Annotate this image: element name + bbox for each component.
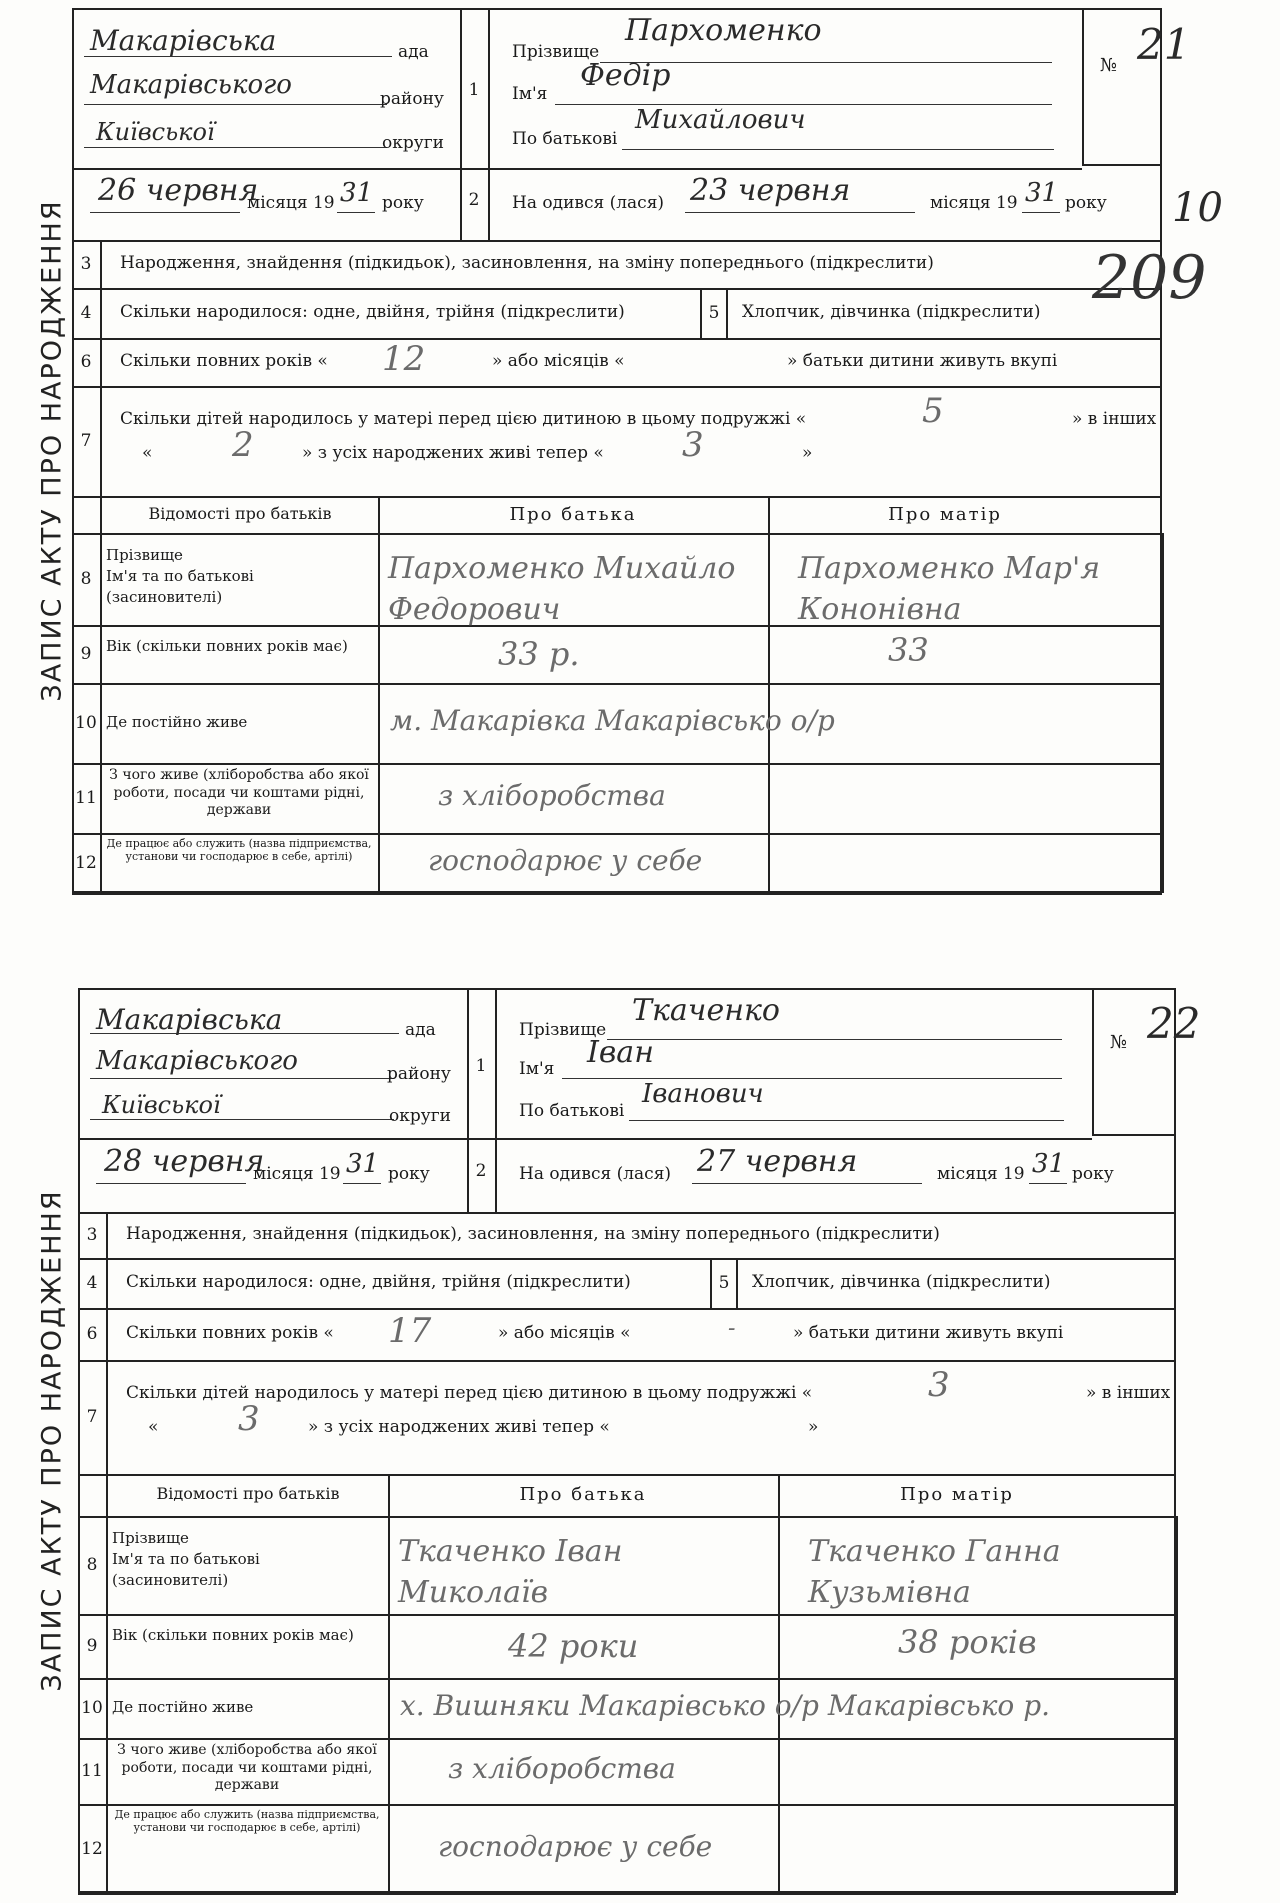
workplace-value: господарює у себе bbox=[428, 844, 703, 877]
patronymic-value: Михайлович bbox=[635, 105, 806, 136]
form-label: » з усіх народжених живі тепер « bbox=[308, 1417, 610, 1437]
form-label: року bbox=[382, 193, 424, 213]
form-label: Хлопчик, дівчинка (підкреслити) bbox=[742, 302, 1041, 322]
big-mark: 209 bbox=[1092, 243, 1207, 313]
rule-line bbox=[1176, 1516, 1178, 1893]
rule-line bbox=[78, 1516, 1176, 1518]
rule-line bbox=[90, 212, 240, 213]
livelihood-value: з хліборобства bbox=[448, 1752, 676, 1785]
father-name-value: Пархоменко Михайло Федорович bbox=[388, 551, 736, 627]
form-label: 10 bbox=[81, 1698, 103, 1718]
form-label: 6 bbox=[86, 1324, 98, 1344]
form-label: року bbox=[388, 1164, 430, 1184]
reg-year-value: 31 bbox=[346, 1149, 380, 1179]
residence-value: м. Макарівка Макарівсько о/р bbox=[390, 704, 835, 737]
form-label: 8 bbox=[86, 1555, 98, 1575]
form-label: 3 bbox=[80, 254, 92, 274]
form-label: На одився (лася) bbox=[519, 1164, 672, 1184]
workplace-value: господарює у себе bbox=[438, 1829, 713, 1863]
record-number: 21 bbox=[1137, 20, 1191, 69]
years-together-value: 17 bbox=[388, 1311, 432, 1351]
birth-date-value: 23 червня bbox=[690, 173, 851, 208]
form-label: 11 bbox=[75, 788, 97, 808]
form-label: 4 bbox=[86, 1273, 98, 1293]
form-label: Де постійно живе bbox=[112, 1698, 254, 1716]
rule-line bbox=[72, 496, 1162, 498]
form-label: 12 bbox=[75, 853, 97, 873]
form-label: 2 bbox=[468, 190, 480, 210]
surname-value: Пархоменко bbox=[625, 13, 822, 48]
rule-line bbox=[78, 1308, 1176, 1310]
father-age-value: 42 роки bbox=[508, 1627, 639, 1665]
rule-line bbox=[72, 533, 1162, 535]
children-this-value: 5 bbox=[922, 391, 944, 431]
form-label: З чого живе (хліборобства або якої роботи, посади чи коштами рідні, держави bbox=[109, 767, 369, 818]
rule-line bbox=[1092, 988, 1094, 1134]
rule-line bbox=[72, 338, 1162, 340]
form-label: » або місяців « bbox=[492, 351, 625, 371]
form-label: Де працює або служить (назва підприємства, установи чи господарює в себе, артілі) bbox=[106, 837, 372, 864]
birth-record bbox=[0, 8, 1280, 893]
rule-line bbox=[778, 1474, 780, 1893]
form-label: Народження, знайдення (підкидьок), засиновлення, на зміну попереднього (підкреслити) bbox=[126, 1224, 940, 1244]
rule-line bbox=[72, 168, 1082, 170]
form-label: З чого живе (хліборобства або якої роботи, посади чи коштами рідні, держави bbox=[117, 1742, 377, 1793]
form-label: 9 bbox=[80, 644, 92, 664]
reg-year-value: 31 bbox=[340, 178, 374, 208]
rule-line bbox=[78, 1738, 1176, 1740]
form-label: Про батька bbox=[509, 503, 637, 525]
form-label: 7 bbox=[86, 1407, 98, 1427]
form-label: 5 bbox=[718, 1273, 730, 1293]
rule-line bbox=[90, 1119, 394, 1120]
children-this-value: 3 bbox=[928, 1365, 950, 1405]
rule-line bbox=[562, 1078, 1062, 1079]
form-label: ада bbox=[398, 42, 429, 63]
rule-line bbox=[78, 1678, 1176, 1680]
rada-value: Макарівська bbox=[90, 24, 277, 58]
form-label: На одився (лася) bbox=[512, 193, 665, 213]
form-label: 5 bbox=[708, 303, 720, 323]
rule-line bbox=[78, 1614, 1176, 1616]
rule-line bbox=[96, 1183, 246, 1184]
side-title: ЗАПИС АКТУ ПРО НАРОДЖЕННЯ bbox=[36, 199, 68, 702]
alive-now-value: 3 bbox=[682, 425, 704, 465]
rule-line bbox=[1029, 1183, 1067, 1184]
form-label: » в інших bbox=[1086, 1383, 1171, 1403]
rule-line bbox=[84, 104, 387, 105]
form-label: місяця 19 bbox=[937, 1164, 1025, 1184]
form-label: року bbox=[1065, 193, 1107, 213]
months-together-value: - bbox=[728, 1316, 736, 1341]
form-label: № bbox=[1110, 1032, 1128, 1053]
form-label: Ім'я bbox=[512, 83, 548, 104]
rule-line bbox=[343, 1183, 381, 1184]
form-label: 7 bbox=[80, 431, 92, 451]
rule-line bbox=[90, 1078, 394, 1079]
rule-line bbox=[1092, 1134, 1176, 1136]
mother-name-value: Ткаченко Ганна Кузьмівна bbox=[808, 1534, 1061, 1610]
form-label: Де постійно живе bbox=[106, 713, 248, 731]
rule-line bbox=[84, 56, 392, 57]
children-other-value: 3 bbox=[238, 1399, 260, 1439]
form-label: 6 bbox=[80, 352, 92, 372]
form-label: 9 bbox=[86, 1636, 98, 1656]
rule-line bbox=[1162, 533, 1164, 893]
form-label: 1 bbox=[468, 80, 480, 100]
rule-line bbox=[72, 763, 1162, 765]
form-label: » батьки дитини живуть вкупі bbox=[787, 351, 1058, 371]
livelihood-value: з хліборобства bbox=[438, 779, 666, 812]
form-label: Хлопчик, дівчинка (підкреслити) bbox=[752, 1272, 1051, 1292]
rule-line bbox=[78, 1212, 1176, 1214]
form-label: » або місяців « bbox=[498, 1323, 631, 1343]
form-label: Скільки повних років « bbox=[120, 351, 328, 371]
patronymic-value: Іванович bbox=[642, 1079, 764, 1109]
side-title: ЗАПИС АКТУ ПРО НАРОДЖЕННЯ bbox=[36, 1189, 68, 1692]
form-label: району bbox=[387, 1063, 451, 1084]
birth-record bbox=[0, 988, 1280, 1893]
okrug-value: Київської bbox=[96, 118, 215, 146]
form-label: Про батька bbox=[519, 1484, 647, 1505]
rule-line bbox=[72, 833, 1162, 835]
rule-line bbox=[72, 386, 1162, 388]
rule-line bbox=[84, 147, 387, 148]
form-label: району bbox=[380, 88, 444, 109]
form-label: Скільки народилося: одне, двійня, трійня (підкреслити) bbox=[120, 302, 625, 322]
father-name-value: Ткаченко Іван Миколаїв bbox=[398, 1534, 623, 1610]
children-other-value: 2 bbox=[232, 425, 254, 465]
form-label: Скільки дітей народилось у матері перед цією дитиною в цьому подружжі « bbox=[120, 409, 807, 429]
name-value: Іван bbox=[587, 1034, 654, 1070]
rule-line bbox=[1082, 164, 1162, 166]
reg-date-value: 26 червня bbox=[98, 173, 259, 208]
years-together-value: 12 bbox=[382, 339, 426, 379]
form-label: 2 bbox=[475, 1161, 487, 1181]
name-value: Федір bbox=[580, 57, 671, 93]
form-label: Де працює або служить (назва підприємства, установи чи господарює в себе, артілі) bbox=[114, 1808, 380, 1835]
rule-line bbox=[78, 1893, 1176, 1895]
form-label: 4 bbox=[80, 303, 92, 323]
form-label: » bbox=[808, 1417, 819, 1437]
rule-line bbox=[72, 683, 1162, 685]
form-label: Про матір bbox=[888, 503, 1002, 525]
raion-value: Макарівського bbox=[90, 70, 292, 100]
form-label: Прізвище bbox=[512, 42, 600, 63]
corner-mark: 10 bbox=[1172, 185, 1223, 231]
form-label: 1 bbox=[475, 1055, 487, 1076]
mother-age-value: 33 bbox=[888, 631, 929, 669]
rule-line bbox=[78, 1804, 1176, 1806]
rule-line bbox=[72, 240, 1162, 242]
rule-line bbox=[78, 1474, 1176, 1476]
reg-date-value: 28 червня bbox=[104, 1144, 265, 1179]
rule-line bbox=[629, 1120, 1064, 1121]
form-label: місяця 19 bbox=[247, 193, 335, 213]
form-label: » з усіх народжених живі тепер « bbox=[302, 443, 604, 463]
form-label: Скільки народилося: одне, двійня, трійня (підкреслити) bbox=[126, 1272, 631, 1292]
form-label: місяця 19 bbox=[253, 1164, 341, 1184]
form-label: Скільки повних років « bbox=[126, 1323, 334, 1343]
rule-line bbox=[90, 1033, 399, 1034]
rule-line bbox=[72, 893, 1162, 895]
form-label: округи bbox=[382, 133, 444, 154]
rule-line bbox=[488, 8, 490, 240]
rada-value: Макарівська bbox=[96, 1003, 283, 1036]
form-label: « bbox=[142, 443, 153, 463]
record-number: 22 bbox=[1147, 999, 1201, 1048]
form-label: Про матір bbox=[900, 1484, 1014, 1505]
rule-line bbox=[106, 1212, 108, 1893]
form-label: 10 bbox=[75, 713, 97, 733]
rule-line bbox=[1022, 212, 1060, 213]
father-age-value: 33 р. bbox=[498, 635, 580, 673]
rule-line bbox=[622, 149, 1054, 150]
rule-line bbox=[78, 1258, 1176, 1260]
surname-value: Ткаченко bbox=[632, 992, 780, 1028]
rule-line bbox=[78, 1138, 1092, 1140]
mother-age-value: 38 років bbox=[898, 1623, 1037, 1661]
form-label: 11 bbox=[81, 1761, 103, 1781]
rule-line bbox=[78, 1360, 1176, 1362]
form-label: ада bbox=[405, 1020, 436, 1040]
form-label: По батькові bbox=[512, 128, 618, 149]
form-label: місяця 19 bbox=[930, 193, 1018, 213]
rule-line bbox=[607, 1039, 1062, 1040]
form-label: округи bbox=[389, 1105, 451, 1126]
rule-line bbox=[495, 988, 497, 1212]
form-label: » в інших bbox=[1072, 409, 1157, 429]
form-label: Народження, знайдення (підкидьок), засиновлення, на зміну попереднього (підкреслити) bbox=[120, 253, 934, 273]
form-label: « bbox=[148, 1417, 159, 1437]
rule-line bbox=[1082, 8, 1084, 164]
birth-year-value: 31 bbox=[1025, 178, 1059, 208]
rule-line bbox=[388, 1474, 390, 1893]
rule-line bbox=[72, 288, 1162, 290]
residence-value: х. Вишняки Макарівсько о/р Макарівсько р. bbox=[400, 1689, 1051, 1722]
form-label: Прізвище Ім'я та по батькові (засиновителі) bbox=[106, 546, 254, 606]
form-label: По батькові bbox=[519, 1101, 625, 1121]
form-label: Скільки дітей народилось у матері перед цією дитиною в цьому подружжі « bbox=[126, 1383, 813, 1403]
form-label: 3 bbox=[86, 1225, 98, 1245]
form-label: Прізвище Ім'я та по батькові (засиновителі) bbox=[112, 1529, 260, 1589]
form-label: » bbox=[802, 443, 813, 463]
rule-line bbox=[685, 212, 915, 213]
form-label: » батьки дитини живуть вкупі bbox=[793, 1323, 1064, 1343]
form-label: року bbox=[1072, 1164, 1114, 1184]
rule-line bbox=[692, 1183, 922, 1184]
raion-value: Макарівського bbox=[96, 1046, 298, 1076]
mother-name-value: Пархоменко Мар'я Кононівна bbox=[798, 551, 1101, 627]
form-label: Відомості про батьків bbox=[148, 503, 332, 523]
form-label: Відомості про батьків bbox=[156, 1484, 340, 1503]
form-label: 12 bbox=[81, 1838, 103, 1859]
okrug-value: Київської bbox=[102, 1091, 221, 1119]
birth-date-value: 27 червня bbox=[697, 1144, 858, 1179]
form-label: Прізвище bbox=[519, 1020, 607, 1040]
rule-line bbox=[337, 212, 375, 213]
form-label: Вік (скільки повних років має) bbox=[112, 1626, 354, 1644]
form-label: Ім'я bbox=[519, 1059, 555, 1079]
form-label: Вік (скільки повних років має) bbox=[106, 637, 348, 655]
form-label: 8 bbox=[80, 569, 92, 589]
birth-year-value: 31 bbox=[1032, 1149, 1066, 1179]
form-label: № bbox=[1100, 55, 1118, 76]
